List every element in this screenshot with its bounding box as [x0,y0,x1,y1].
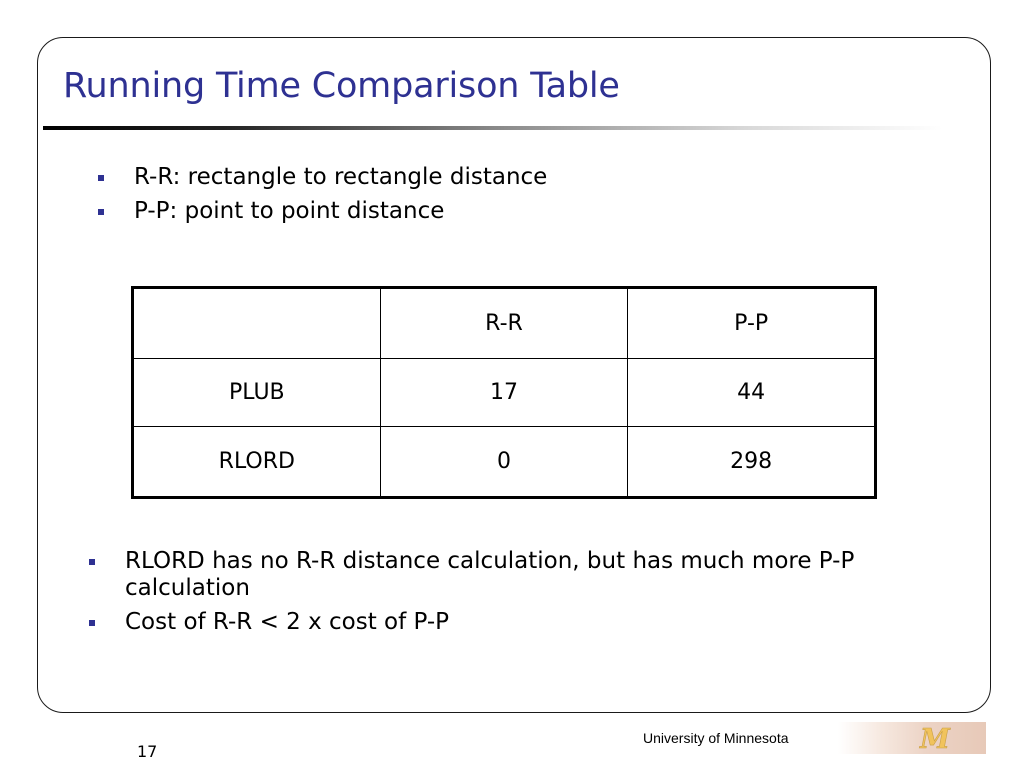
table-cell: 298 [628,427,876,498]
bullet-item [134,160,547,194]
bullet-item [134,194,547,228]
square-bullet-icon [98,209,104,215]
page-number: 17 [137,742,158,761]
header-cell-empty [133,288,381,359]
table-row [133,358,876,426]
bullet-text-continuation: calculation [125,575,250,601]
table-cell: 0 [380,427,628,498]
bullet-text: R-R: rectangle to rectangle distance [134,164,548,190]
bullet-text: Cost of R-R < 2 x cost of P-P [125,609,450,635]
bottom-bullet-list [125,548,854,643]
table-cell: 44 [628,358,876,426]
table-cell: 17 [380,358,628,426]
bullet-text: RLORD has no R-R distance calculation, but has much more P-P [125,548,855,574]
comparison-table [131,286,877,499]
bullet-item [125,548,854,602]
square-bullet-icon [89,559,95,565]
header-cell-rr: R-R [380,288,628,359]
table-row [133,427,876,498]
square-bullet-icon [98,175,104,181]
header-cell-pp: P-P [628,288,876,359]
square-bullet-icon [89,620,95,626]
footer-university-name: University of Minnesota [643,730,789,746]
university-m-logo-icon [912,724,958,752]
title-divider [43,126,943,130]
bullet-text: P-P: point to point distance [134,198,445,224]
table-header-row [133,288,876,359]
logo-letter: M [920,724,950,752]
bullet-item [125,609,854,636]
top-bullet-list [134,160,547,228]
row-label-cell: PLUB [133,358,381,426]
slide-title: Running Time Comparison Table [63,66,620,106]
row-label-cell: RLORD [133,427,381,498]
